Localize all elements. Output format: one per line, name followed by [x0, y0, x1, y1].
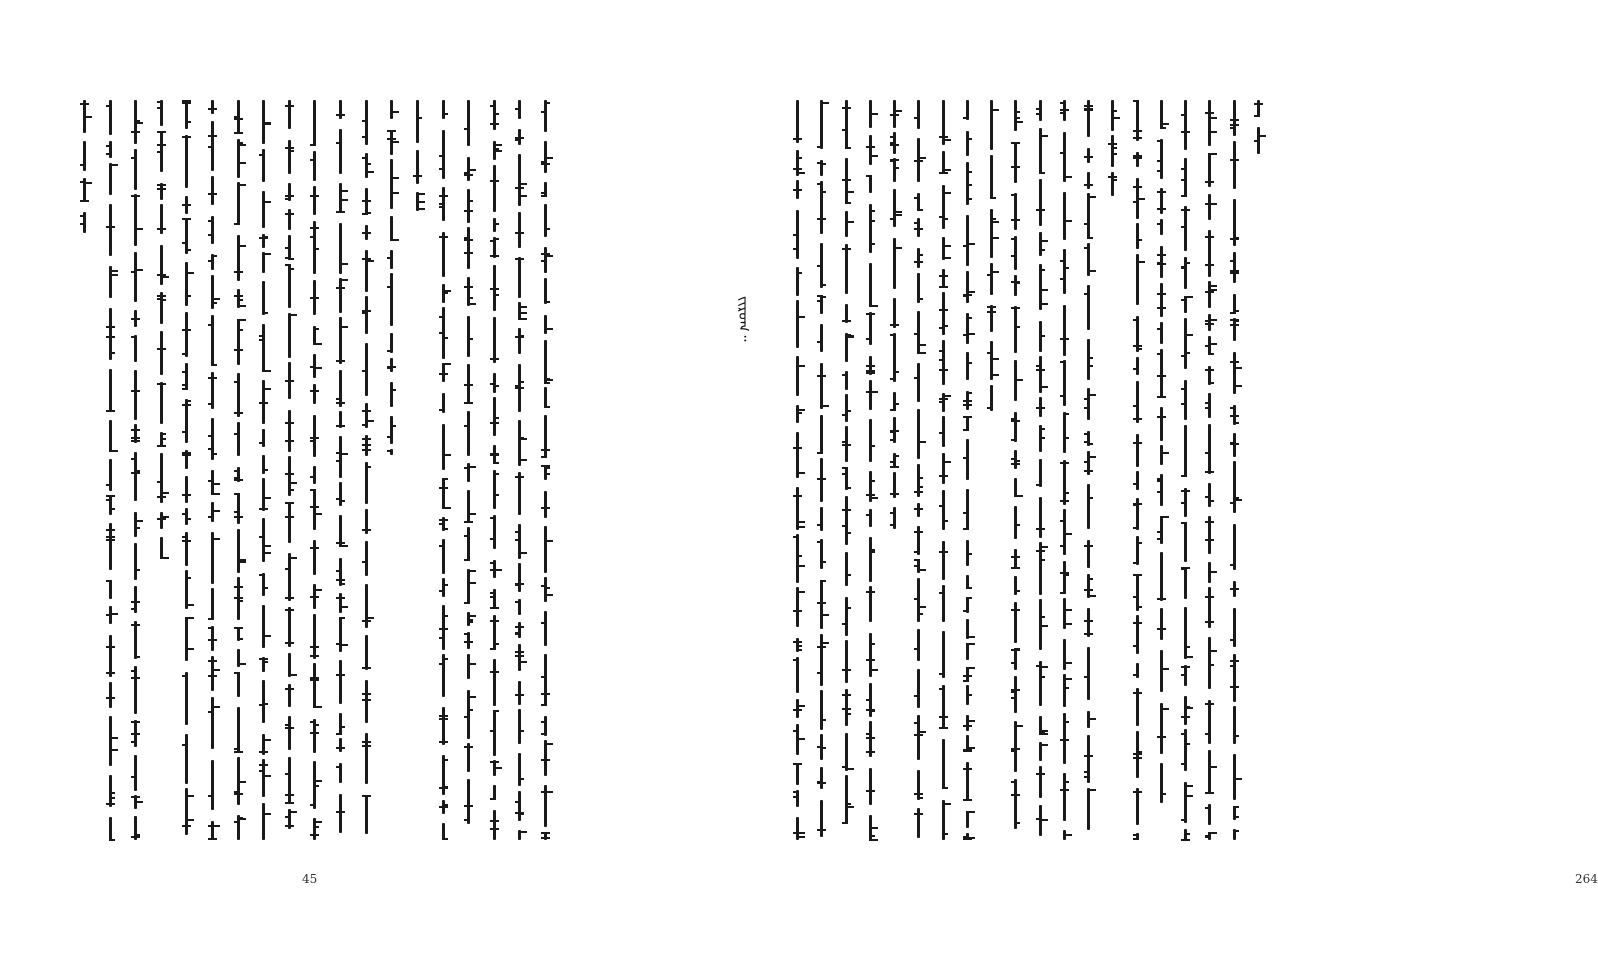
text-column — [182, 100, 191, 840]
text-column — [1205, 100, 1214, 840]
text-column — [208, 100, 217, 840]
text-column — [914, 100, 923, 840]
text-column — [866, 100, 875, 840]
text-column — [490, 100, 499, 840]
text-column — [131, 100, 140, 840]
text-column — [362, 100, 371, 840]
left-page — [0, 0, 632, 978]
text-column — [464, 100, 473, 840]
text-column — [1108, 100, 1117, 840]
text-column — [1011, 100, 1020, 840]
text-column — [285, 100, 294, 840]
text-column — [1133, 100, 1142, 840]
text-column — [80, 100, 89, 840]
text-column — [515, 100, 524, 840]
text-column — [1181, 100, 1190, 840]
text-column — [842, 100, 851, 840]
text-column — [234, 100, 243, 840]
text-column — [1230, 100, 1239, 840]
text-column — [987, 100, 996, 840]
text-column — [310, 100, 319, 840]
text-column — [939, 100, 948, 840]
text-column — [157, 100, 166, 840]
left-page-number: 45 — [302, 872, 318, 886]
text-column — [439, 100, 448, 840]
text-column — [1036, 100, 1045, 840]
running-header: ᠵᠢᠷᠤᠭ᠃ — [735, 296, 753, 342]
text-column — [541, 100, 550, 840]
text-column — [890, 100, 899, 840]
left-text-block — [80, 100, 550, 840]
text-column — [963, 100, 972, 840]
text-column — [336, 100, 345, 840]
text-column — [793, 100, 802, 840]
text-column — [106, 100, 115, 840]
text-column — [817, 100, 826, 840]
text-column — [413, 100, 422, 840]
text-column — [1157, 100, 1166, 840]
text-column — [387, 100, 396, 840]
text-column — [1254, 100, 1263, 840]
text-column — [1060, 100, 1069, 840]
text-column — [1084, 100, 1093, 840]
right-page — [633, 0, 1598, 978]
text-column — [259, 100, 268, 840]
right-page-number: 264 — [1575, 872, 1598, 886]
right-text-block — [793, 100, 1263, 840]
